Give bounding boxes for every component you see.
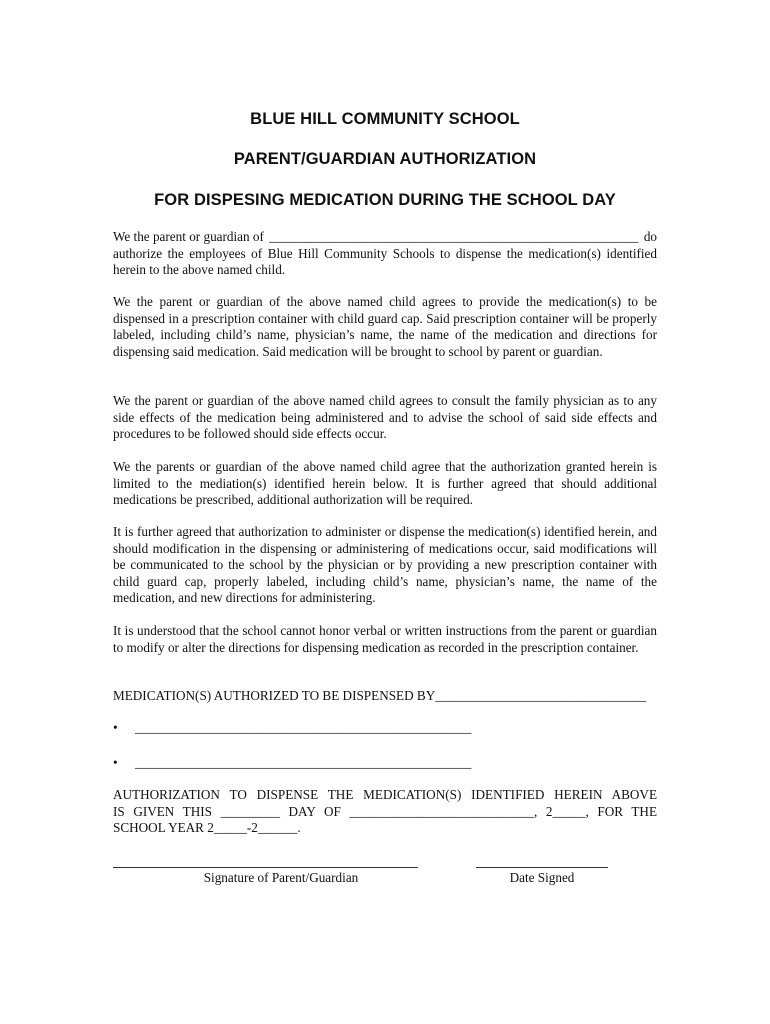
paragraph-authorize-first-line	[113, 229, 657, 246]
medication-blank[interactable]: ___________________________________________________	[135, 720, 472, 735]
paragraph-provide-medication: We the parent or guardian of the above named child agrees to provide the medication(s) to be dispensed in a prescription container with child guard cap. Said prescription container will be properly labeled, including child’s name, physician’s name, the name of the medication and directions for dispensing said medication. Said medication will be brought to school by parent or guardian.	[113, 294, 657, 359]
text: We the parent or guardian of	[113, 229, 264, 244]
date-signed-label: Date Signed	[509, 870, 575, 885]
text: AUTHORIZATION TO DISPENSE THE MEDICATION(S) IDENTIFIED HEREIN ABOVE	[113, 787, 657, 802]
medication-entry-1[interactable]	[113, 720, 471, 737]
parent-signature-line[interactable]	[113, 867, 418, 868]
date-signed-line[interactable]	[476, 867, 608, 868]
medication-entry-2[interactable]	[113, 755, 471, 772]
form-subtitle: FOR DISPESING MEDICATION DURING THE SCHOOL DAY	[154, 191, 616, 209]
text[interactable]: IS GIVEN THIS _________ DAY OF ____________________________, 2_____, FOR THE	[113, 803, 657, 819]
text: do	[643, 229, 657, 244]
medications-authorized-line[interactable]: MEDICATION(S) AUTHORIZED TO BE DISPENSED BY________________________________	[113, 688, 647, 703]
school-title: BLUE HILL COMMUNITY SCHOOL	[250, 110, 520, 128]
auth-line-1	[113, 787, 657, 804]
child-name-blank[interactable]: ________________________________________________________	[269, 229, 639, 244]
paragraph-limited-authorization: We the parents or guardian of the above named child agree that the authorization granted herein is limited to the mediation(s) identified herein below. It is further agreed that should additional medications be prescribed, additional authorization will be required.	[113, 459, 657, 508]
form-title: PARENT/GUARDIAN AUTHORIZATION	[233, 150, 537, 168]
paragraph-instructions: It is understood that the school cannot honor verbal or written instructions from the parent or guardian to modify or alter the directions for dispensing medication as recorded in the prescription container.	[113, 623, 657, 655]
authorization-given-block	[113, 787, 657, 837]
paragraph-modifications: It is further agreed that authorization to administer or dispense the medication(s) identified herein, and should modification in the dispensing or administering of medications occur, said modifications will be communicated to the school by the physician or by providing a new prescription container with child guard cap, properly labeled, including child’s name, physician’s name, the name of the medication, and new directions for administering.	[113, 524, 657, 606]
auth-line-2[interactable]	[113, 804, 657, 821]
bullet-icon: •	[113, 720, 118, 735]
paragraph-authorize	[113, 229, 657, 279]
parent-signature-label: Signature of Parent/Guardian	[203, 870, 359, 885]
auth-line-3[interactable]: SCHOOL YEAR 2_____-2______.	[113, 820, 301, 836]
paragraph-side-effects: We the parent or guardian of the above named child agrees to consult the family physician as to any side effects of the medication being administered and to advise the school of said side effects and procedures to be followed should side effects occur.	[113, 393, 657, 442]
bullet-icon: •	[113, 755, 118, 770]
text: authorize the employees of Blue Hill Community Schools to dispense the medication(s) identified herein to the above named child.	[113, 245, 657, 278]
medication-blank[interactable]: ___________________________________________________	[135, 755, 472, 770]
